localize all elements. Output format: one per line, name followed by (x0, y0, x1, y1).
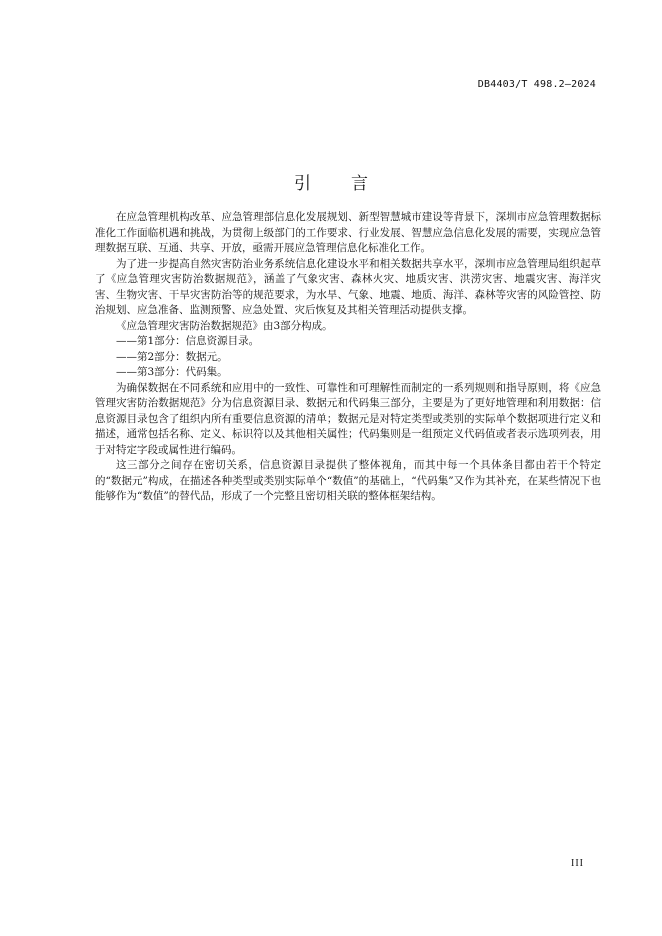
paragraph: 在应急管理机构改革、应急管理部信息化发展规划、新型智慧城市建设等背景下，深圳市应急管理数据标准化工作面临机遇和挑战，为贯彻上级部门的工作要求、行业发展、智慧应急信息化发展的需要，实现应急管理数据互联、互通、共享、开放，亟需开展应急管理信息化标准化工作。 (95, 211, 601, 254)
paragraph: 为了进一步提高自然灾害防治业务系统信息化建设水平和相关数据共享水平，深圳市应急管理局组织起草了《应急管理灾害防治数据规范》，涵盖了气象灾害、森林火灾、地质灾害、洪涝灾害、地震灾害、海洋灾害、生物灾害、干旱灾害防治等的规范要求，为水旱、气象、地震、地质、海洋、森林等灾害的风险管控、防治规划、应急准备、监测预警、应急处置、灾后恢复及其相关管理活动提供支撑。 (95, 257, 601, 316)
part-list-item: ——第1部分：信息资源目录。 (116, 335, 260, 347)
part-list-item: ——第3部分：代码集。 (116, 366, 228, 378)
part-list-item: ——第2部分：数据元。 (116, 350, 228, 363)
paragraph: 为确保数据在不同系统和应用中的一致性、可靠性和可理解性而制定的一系列规则和指导原则，将《应急管理灾害防治数据规范》分为信息资源目录、数据元和代码集三部分，主要是为了更好地管理和利用数据：信息资源目录包含了组织内所有重要信息资源的清单；数据元是对特定类型或类别的实际单个数据项进行定义和描述，通常包括名称、定义、标识符以及其他相关属性；代码集则是一组预定义代码值或者表示选项列表，用于对特定字段或属性进行编码。 (95, 381, 601, 456)
page-number: III (571, 858, 584, 869)
document-body (95, 210, 601, 505)
paragraph: 《应急管理灾害防治数据规范》由3部分构成。 (116, 319, 333, 332)
page-title: 引言 (294, 174, 408, 195)
document-code: DB4403/T 498.2—2024 (477, 79, 596, 90)
paragraph: 这三部分之间存在密切关系，信息资源目录提供了整体视角，而其中每一个具体条目都由若干个特定的“数据元”构成，在描述各种类型或类别实际单个“数值”的基础上，“代码集”又作为其补充，在某些情况下也能够作为“数值”的替代品，形成了一个完整且密切相关联的整体框架结构。 (95, 459, 601, 502)
